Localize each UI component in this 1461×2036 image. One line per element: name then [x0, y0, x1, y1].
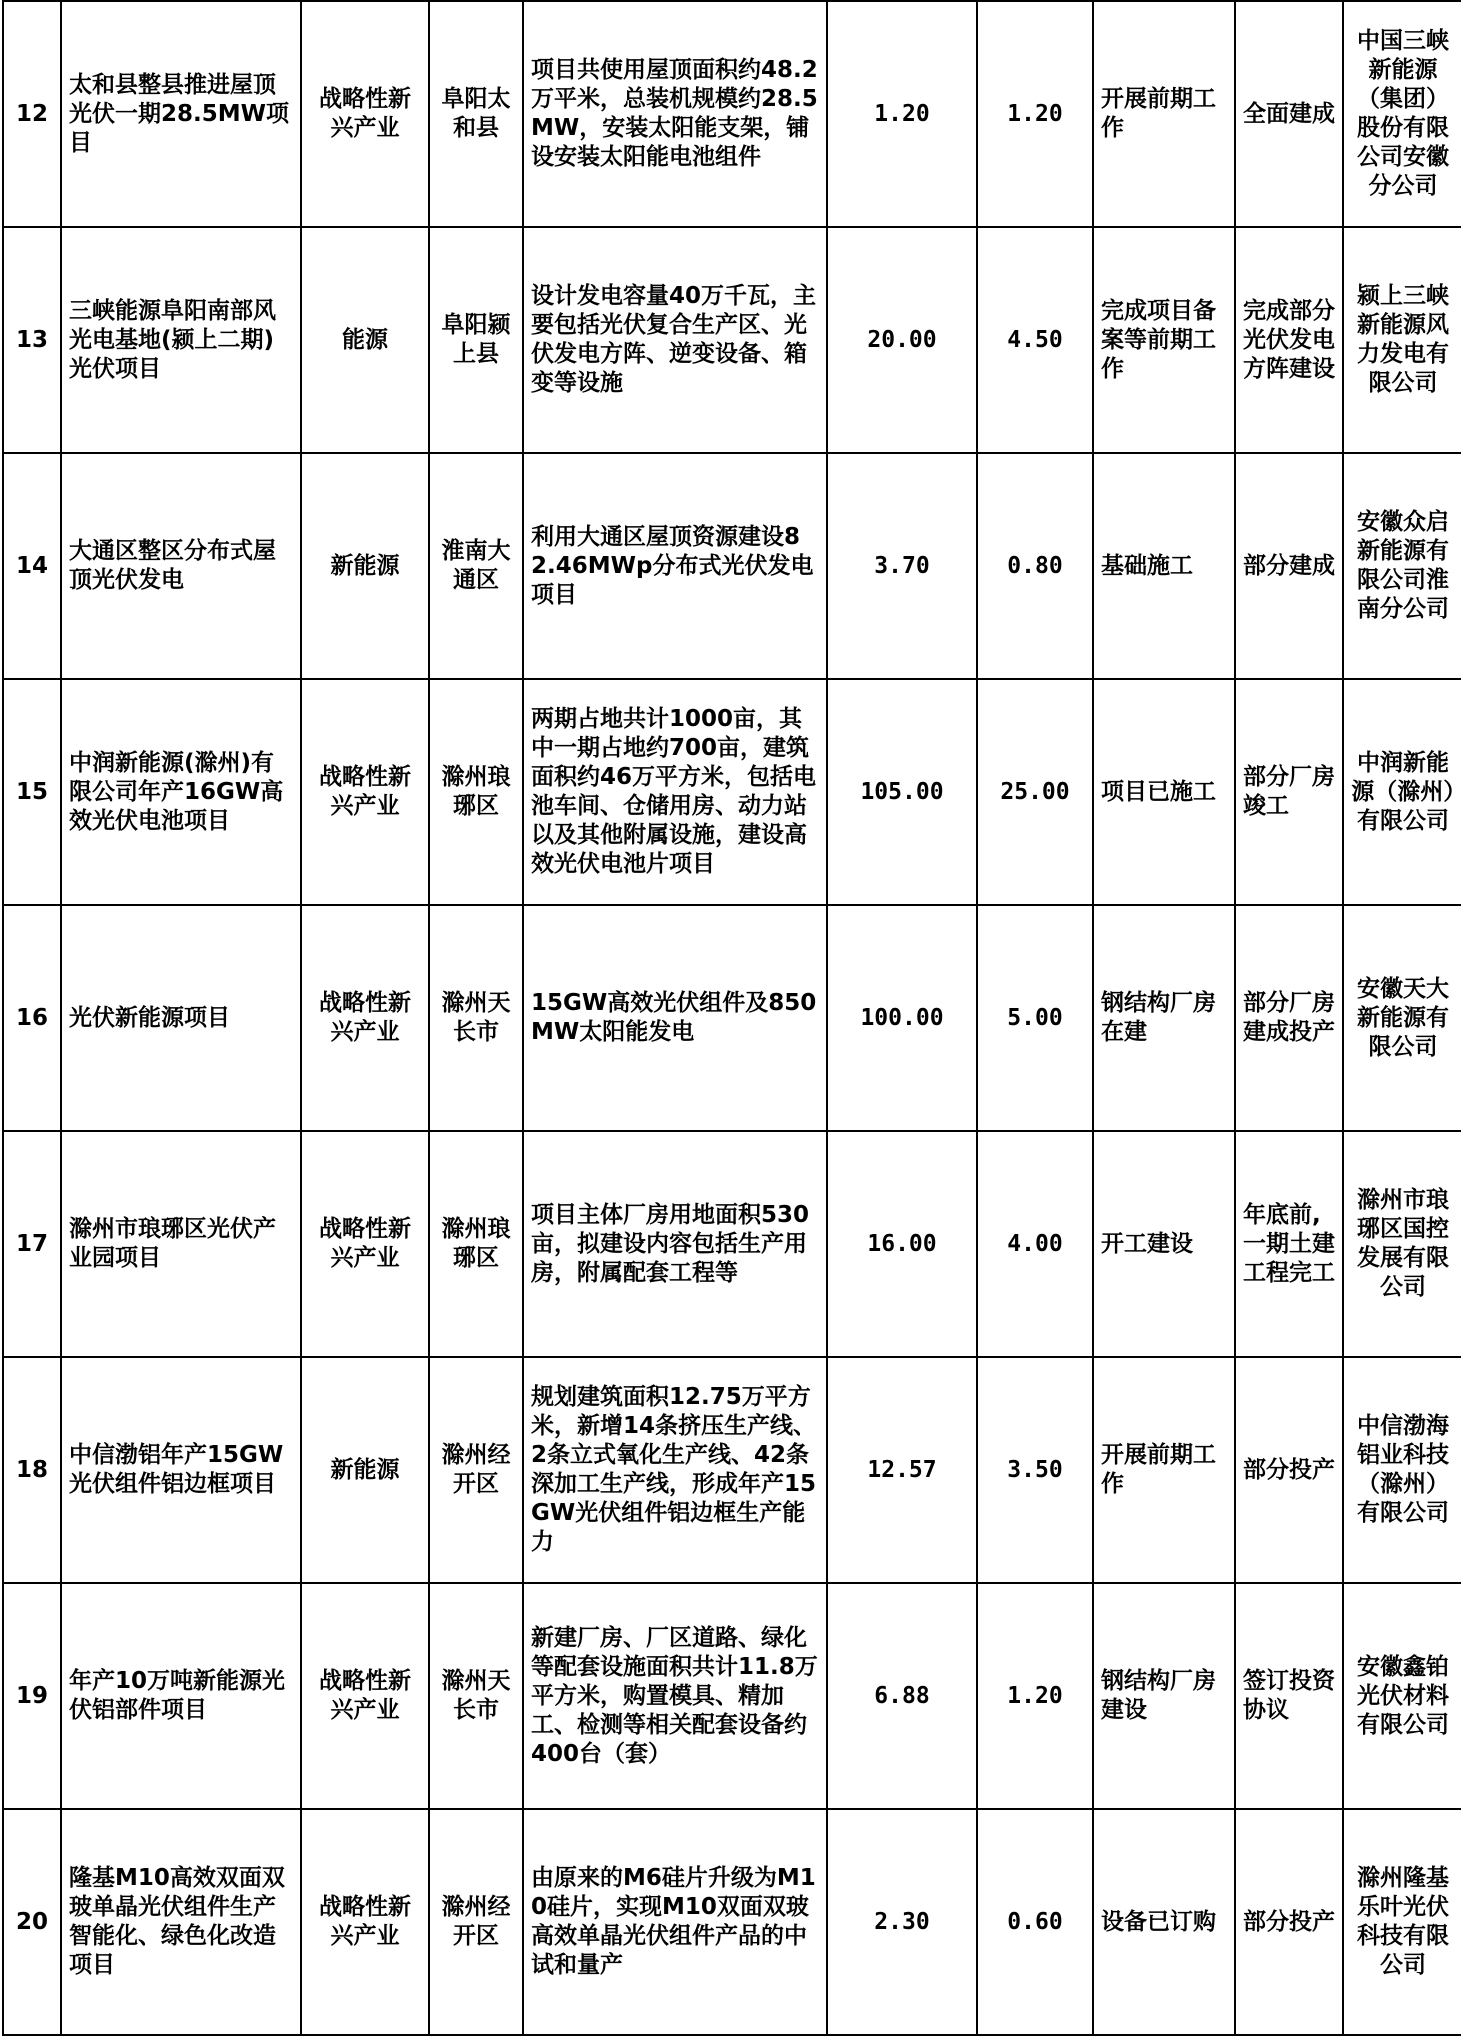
row-number: 15	[3, 679, 61, 905]
construction-content: 新建厂房、厂区道路、绿化等配套设施面积共计11.8万平方米，购置模具、精加工、检测等相关配套设备约400台（套）	[523, 1583, 827, 1809]
construction-content: 项目主体厂房用地面积530亩，拟建设内容包括生产用房，附属配套工程等	[523, 1131, 827, 1357]
project-name: 三峡能源阜阳南部风光电基地(颍上二期)光伏项目	[61, 227, 301, 453]
annual-goal: 全面建成	[1235, 1, 1343, 227]
project-name: 滁州市琅琊区光伏产业园项目	[61, 1131, 301, 1357]
row-number: 19	[3, 1583, 61, 1809]
annual-goal: 部分建成	[1235, 453, 1343, 679]
industry: 战略性新兴产业	[301, 1583, 429, 1809]
construction-content: 项目共使用屋顶面积约48.2万平米，总装机规模约28.5MW，安装太阳能支架，铺设安装太阳能电池组件	[523, 1, 827, 227]
progress: 项目已施工	[1093, 679, 1235, 905]
table-row	[3, 1131, 1461, 1357]
table-row	[3, 453, 1461, 679]
owner-company: 颍上三峡新能源风力发电有限公司	[1343, 227, 1461, 453]
table-row	[3, 227, 1461, 453]
construction-content: 15GW高效光伏组件及850MW太阳能发电	[523, 905, 827, 1131]
total-investment: 6.88	[827, 1583, 977, 1809]
owner-company: 安徽众启新能源有限公司淮南分公司	[1343, 453, 1461, 679]
row-number: 14	[3, 453, 61, 679]
location: 滁州天长市	[429, 905, 523, 1131]
table-row	[3, 1, 1461, 227]
total-investment: 2.30	[827, 1809, 977, 2035]
industry: 战略性新兴产业	[301, 1809, 429, 2035]
project-name: 太和县整县推进屋顶光伏一期28.5MW项目	[61, 1, 301, 227]
total-investment: 3.70	[827, 453, 977, 679]
project-name: 年产10万吨新能源光伏铝部件项目	[61, 1583, 301, 1809]
row-number: 12	[3, 1, 61, 227]
industry: 能源	[301, 227, 429, 453]
annual-investment: 0.60	[977, 1809, 1093, 2035]
annual-goal: 部分投产	[1235, 1809, 1343, 2035]
construction-content: 设计发电容量40万千瓦，主要包括光伏复合生产区、光伏发电方阵、逆变设备、箱变等设施	[523, 227, 827, 453]
industry: 战略性新兴产业	[301, 679, 429, 905]
location: 滁州琅琊区	[429, 679, 523, 905]
owner-company: 安徽天大新能源有限公司	[1343, 905, 1461, 1131]
progress: 开展前期工作	[1093, 1, 1235, 227]
table-body	[3, 1, 1461, 2035]
row-number: 17	[3, 1131, 61, 1357]
construction-content: 由原来的M6硅片升级为M10硅片，实现M10双面双玻高效单晶光伏组件产品的中试和量产	[523, 1809, 827, 2035]
annual-goal: 部分厂房竣工	[1235, 679, 1343, 905]
industry: 新能源	[301, 453, 429, 679]
annual-goal: 完成部分光伏发电方阵建设	[1235, 227, 1343, 453]
row-number: 13	[3, 227, 61, 453]
owner-company: 滁州隆基乐叶光伏科技有限公司	[1343, 1809, 1461, 2035]
annual-investment: 25.00	[977, 679, 1093, 905]
project-name: 中信渤铝年产15GW光伏组件铝边框项目	[61, 1357, 301, 1583]
location: 阜阳太和县	[429, 1, 523, 227]
progress: 钢结构厂房建设	[1093, 1583, 1235, 1809]
annual-goal: 部分投产	[1235, 1357, 1343, 1583]
annual-goal: 部分厂房建成投产	[1235, 905, 1343, 1131]
progress: 完成项目备案等前期工作	[1093, 227, 1235, 453]
project-name: 中润新能源(滁州)有限公司年产16GW高效光伏电池项目	[61, 679, 301, 905]
table-row	[3, 1357, 1461, 1583]
industry: 新能源	[301, 1357, 429, 1583]
row-number: 18	[3, 1357, 61, 1583]
total-investment: 1.20	[827, 1, 977, 227]
annual-investment: 5.00	[977, 905, 1093, 1131]
industry: 战略性新兴产业	[301, 905, 429, 1131]
progress: 设备已订购	[1093, 1809, 1235, 2035]
construction-content: 规划建筑面积12.75万平方米，新增14条挤压生产线、2条立式氧化生产线、42条深加工生产线，形成年产15GW光伏组件铝边框生产能力	[523, 1357, 827, 1583]
project-table	[2, 0, 1461, 2036]
industry: 战略性新兴产业	[301, 1, 429, 227]
location: 滁州经开区	[429, 1357, 523, 1583]
progress: 开展前期工作	[1093, 1357, 1235, 1583]
table-row	[3, 1809, 1461, 2035]
table-row	[3, 905, 1461, 1131]
total-investment: 20.00	[827, 227, 977, 453]
location: 淮南大通区	[429, 453, 523, 679]
annual-investment: 4.50	[977, 227, 1093, 453]
project-name: 光伏新能源项目	[61, 905, 301, 1131]
table-row	[3, 1583, 1461, 1809]
location: 阜阳颍上县	[429, 227, 523, 453]
annual-investment: 4.00	[977, 1131, 1093, 1357]
progress: 钢结构厂房在建	[1093, 905, 1235, 1131]
owner-company: 中润新能源（滁州）有限公司	[1343, 679, 1461, 905]
progress: 基础施工	[1093, 453, 1235, 679]
total-investment: 105.00	[827, 679, 977, 905]
total-investment: 16.00	[827, 1131, 977, 1357]
annual-investment: 1.20	[977, 1583, 1093, 1809]
annual-investment: 1.20	[977, 1, 1093, 227]
construction-content: 两期占地共计1000亩，其中一期占地约700亩，建筑面积约46万平方米，包括电池车间、仓储用房、动力站以及其他附属设施，建设高效光伏电池片项目	[523, 679, 827, 905]
row-number: 16	[3, 905, 61, 1131]
construction-content: 利用大通区屋顶资源建设82.46MWp分布式光伏发电项目	[523, 453, 827, 679]
project-name: 大通区整区分布式屋顶光伏发电	[61, 453, 301, 679]
row-number: 20	[3, 1809, 61, 2035]
location: 滁州琅琊区	[429, 1131, 523, 1357]
owner-company: 中国三峡新能源（集团）股份有限公司安徽分公司	[1343, 1, 1461, 227]
owner-company: 滁州市琅琊区国控发展有限公司	[1343, 1131, 1461, 1357]
annual-goal: 签订投资协议	[1235, 1583, 1343, 1809]
annual-investment: 3.50	[977, 1357, 1093, 1583]
total-investment: 100.00	[827, 905, 977, 1131]
total-investment: 12.57	[827, 1357, 977, 1583]
location: 滁州天长市	[429, 1583, 523, 1809]
table-row	[3, 679, 1461, 905]
annual-investment: 0.80	[977, 453, 1093, 679]
industry: 战略性新兴产业	[301, 1131, 429, 1357]
location: 滁州经开区	[429, 1809, 523, 2035]
project-name: 隆基M10高效双面双玻单晶光伏组件生产智能化、绿色化改造项目	[61, 1809, 301, 2035]
annual-goal: 年底前,一期土建工程完工	[1235, 1131, 1343, 1357]
owner-company: 中信渤海铝业科技（滁州）有限公司	[1343, 1357, 1461, 1583]
owner-company: 安徽鑫铂光伏材料有限公司	[1343, 1583, 1461, 1809]
progress: 开工建设	[1093, 1131, 1235, 1357]
